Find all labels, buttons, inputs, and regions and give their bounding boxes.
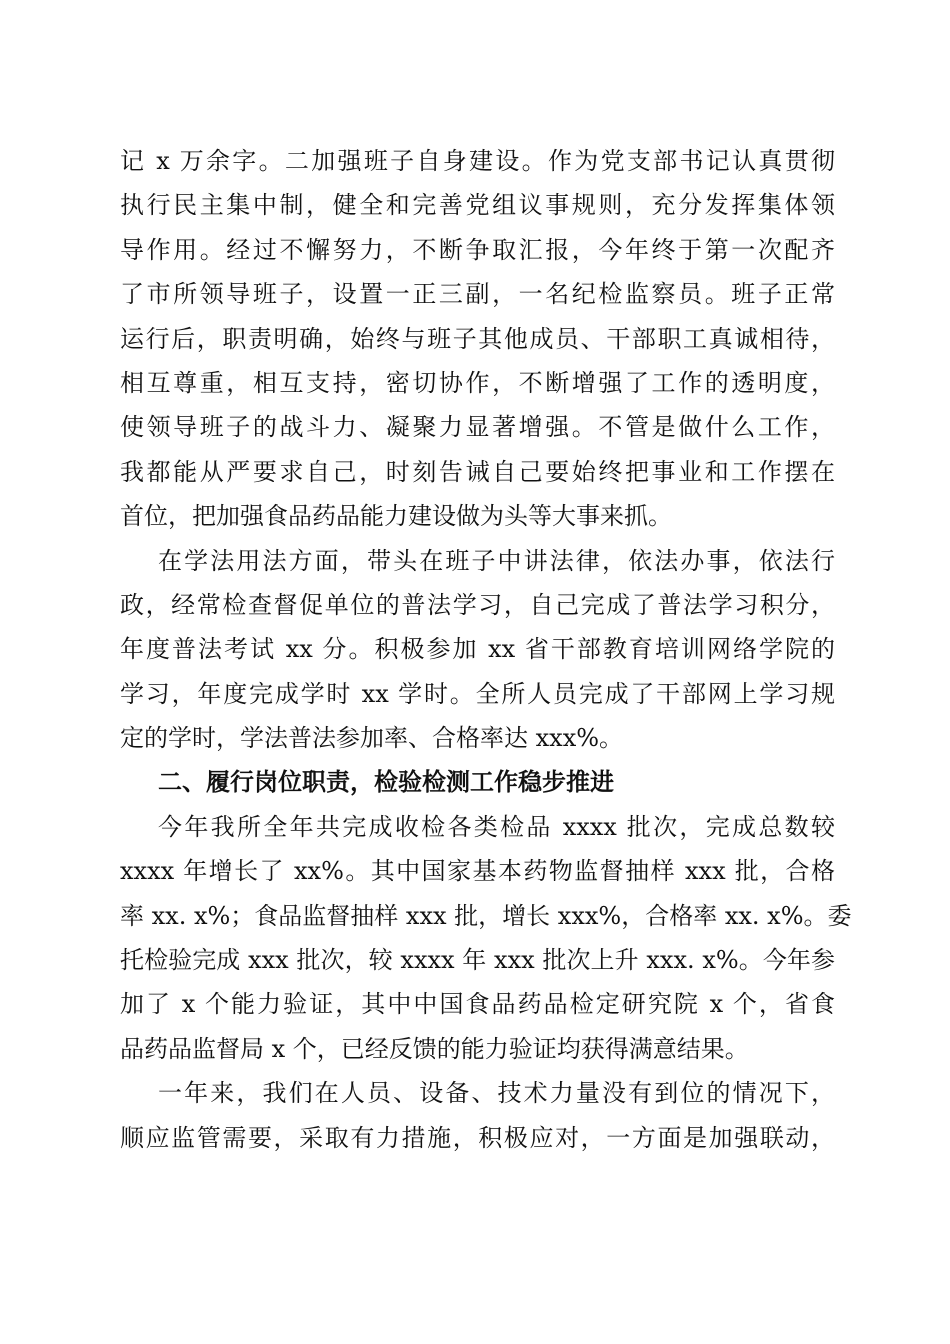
text-line: 一年来，我们在人员、设备、技术力量没有到位的情况下， [158,1079,835,1108]
text-line: 托检验完成 xxx 批次，较 xxxx 年 xxx 批次上升 xxx. x%。今年参 [120,946,835,975]
text-line: 顺应监管需要，采取有力措施，积极应对，一方面是加强联动， [120,1123,835,1152]
section-heading: 二、履行岗位职责，检验检测工作稳步推进 [158,768,614,797]
text-line: 年度普法考试 xx 分。积极参加 xx 省干部教育培训网络学院的 [120,635,835,664]
paragraph-inspection-results [120,805,852,1071]
text-line: 今年我所全年共完成收检各类检品 xxxx 批次，完成总数较 [158,812,835,841]
text-line: 运行后，职责明确，始终与班子其他成员、干部职工真诚相待， [120,324,835,353]
text-line: 政，经常检查督促单位的普法学习，自己完成了普法学习积分， [120,590,835,619]
document-body [120,139,852,1160]
text-line: 我都能从严要求自己，时刻告诫自己要始终把事业和工作摆在 [120,457,835,486]
text-line: 定的学时，学法普法参加率、合格率达 xxx%。 [120,724,624,753]
text-line: 在学法用法方面，带头在班子中讲法律，依法办事，依法行 [158,546,835,575]
text-line: 相互尊重，相互支持，密切协作，不断增强了工作的透明度， [120,368,835,397]
text-line: 率 xx. x%；食品监督抽样 xxx 批，增长 xxx%，合格率 xx. x%。委 [120,901,852,930]
text-line: 品药品监督局 x 个，已经反馈的能力验证均获得满意结果。 [120,1034,749,1063]
text-line: 记 x 万余字。二加强班子自身建设。作为党支部书记认真贯彻 [120,147,835,175]
text-line: 首位，把加强食品药品能力建设做为头等大事来抓。 [120,502,672,531]
paragraph-year-review [120,1071,835,1160]
text-line: 了市所领导班子，设置一正三副，一名纪检监察员。班子正常 [120,280,835,309]
text-line: 使领导班子的战斗力、凝聚力显著增强。不管是做什么工作， [120,413,835,442]
text-line: xxxx 年增长了 xx%。其中国家基本药物监督抽样 xxx 批，合格 [120,857,835,886]
paragraph-party-branch-building [120,139,835,539]
paragraph-law-study [120,539,835,761]
text-line: 导作用。经过不懈努力，不断争取汇报，今年终于第一次配齐 [120,235,835,264]
text-line: 学习，年度完成学时 xx 学时。全所人员完成了干部网上学习规 [120,679,835,708]
text-line: 加了 x 个能力验证，其中中国食品药品检定研究院 x 个，省食 [120,990,835,1019]
text-line: 执行民主集中制，健全和完善党组议事规则，充分发挥集体领 [120,191,835,220]
